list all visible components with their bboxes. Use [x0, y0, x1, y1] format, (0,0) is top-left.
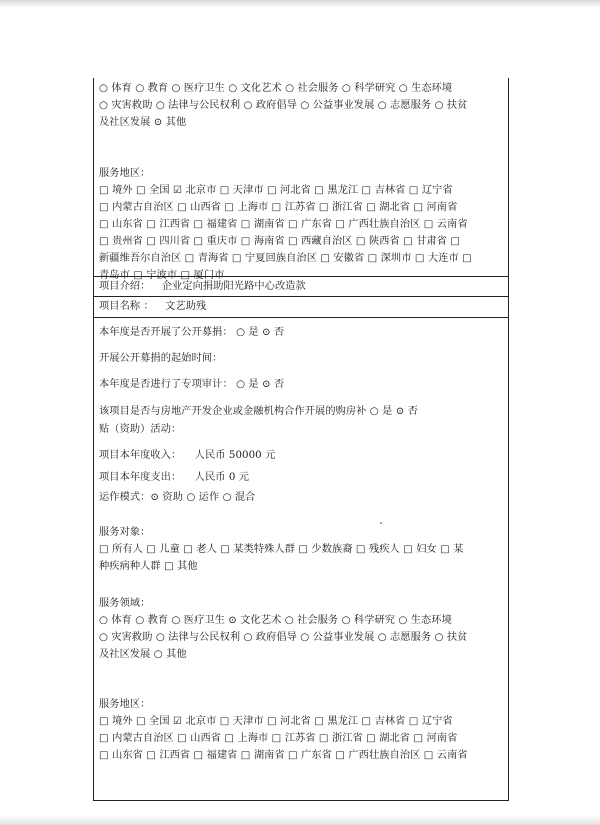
service-target-line-1: □ 所有人 □ 儿童 □ 老人 □ 某类特殊人群 □ 少数族裔 □ 残疾人 □ 妇女 □ 某 [99, 544, 464, 555]
service-field-line-3: 及社区发展 ○ 其他 [99, 649, 187, 660]
service-region-line-3: □ 山东省 □ 江西省 □ 福建省 □ 湖南省 □ 广东省 □ 广西壮族自治区 □ 云南省 [99, 750, 468, 761]
service-target-line-2: 种疾病种人群 □ 其他 [99, 561, 198, 572]
service-region-line-4: □ 贵州省 □ 四川省 □ 重庆市 □ 海南省 □ 西藏自治区 □ 陕西省 □ 甘肃省 □ [99, 236, 461, 247]
scan-edge-bottom [0, 815, 600, 825]
service-region-line-6: 青岛市 □ 宁波市 □ 厦门市 [99, 270, 225, 281]
service-region-label: 服务地区： [99, 699, 151, 710]
service-field-line-1: ○ 体育 ○ 教育 ○ 医疗卫生 ○ 文化艺术 ○ 社会服务 ○ 科学研究 ○ 生态环境 [99, 83, 453, 94]
service-field-line-2: ○ 灾害救助 ○ 法律与公民权利 ○ 政府倡导 ○ 公益事业发展 ○ 志愿服务 ○ 扶贫 [99, 100, 468, 111]
service-region-line-2: □ 内蒙古自治区 □ 山西省 □ 上海市 □ 江苏省 □ 浙江省 □ 湖北省 □ 河南省 [99, 733, 458, 744]
scan-speck [380, 522, 382, 524]
service-region-line-1: □ 境外 □ 全国 ☑ 北京市 □ 天津市 □ 河北省 □ 黑龙江 □ 吉林省 □ 辽宁省 [99, 716, 453, 727]
scan-edge-top [0, 0, 600, 8]
operation-mode-row: 运作模式：⊙ 资助 ○ 运作 ○ 混合 [99, 492, 256, 503]
public-fundraising-question: 本年度是否开展了公开募捐： ○ 是 ⊙ 否 [99, 327, 285, 338]
service-region-label: 服务地区： [99, 168, 151, 179]
service-field-line-3: 及社区发展 ⊙ 其他 [99, 117, 187, 128]
row-divider [94, 296, 508, 297]
service-region-line-1: □ 境外 □ 全国 ☑ 北京市 □ 天津市 □ 河北省 □ 黑龙江 □ 吉林省 □ 辽宁省 [99, 185, 453, 196]
project-intro-label: 项目介绍： [99, 281, 151, 292]
income-value: 人民币 50000 元 [194, 450, 276, 461]
service-field-label: 服务领域： [99, 598, 151, 609]
special-audit-question: 本年度是否进行了专项审计： ○ 是 ⊙ 否 [99, 379, 285, 390]
service-target-label: 服务对象： [99, 527, 151, 538]
housing-subsidy-question-line-2: 贴（资助）活动： [99, 424, 182, 435]
income-label: 项目本年度收入： [99, 450, 182, 461]
row-divider [94, 317, 508, 318]
project-name-label: 项目名称 ： [99, 301, 154, 312]
expense-label: 项目本年度支出： [99, 472, 182, 483]
expense-row [99, 469, 504, 486]
project-name-value: 文艺助残 [165, 301, 207, 312]
project-intro-value: 企业定向捐助阳光路中心改造款 [161, 281, 306, 292]
service-field-line-1: ○ 体育 ○ 教育 ○ 医疗卫生 ⊙ 文化艺术 ○ 社会服务 ○ 科学研究 ○ 生态环境 [99, 615, 452, 626]
project-intro-row [99, 278, 504, 295]
row-divider [94, 276, 508, 277]
service-region-line-3: □ 山东省 □ 江西省 □ 福建省 □ 湖南省 □ 广东省 □ 广西壮族自治区 □ 云南省 [99, 219, 468, 230]
service-region-line-2: □ 内蒙古自治区 □ 山西省 □ 上海市 □ 江苏省 □ 浙江省 □ 湖北省 □ 河南省 [99, 202, 458, 213]
service-field-line-2: ○ 灾害救助 ○ 法律与公民权利 ○ 政府倡导 ○ 公益事业发展 ○ 志愿服务 ○ 扶贫 [99, 632, 468, 643]
service-region-line-5: 新疆维吾尔自治区 □ 青海省 □ 宁夏回族自治区 □ 安徽省 □ 深圳市 □ 大连市 □ [99, 253, 472, 264]
expense-value: 人民币 0 元 [194, 472, 250, 483]
project-name-row [99, 298, 504, 315]
fundraising-start-label: 开展公开募捐的起始时间： [99, 353, 223, 364]
form-table [93, 78, 509, 801]
housing-subsidy-question-line-1: 该项目是否与房地产开发企业或金融机构合作开展的购房补 ○ 是 ⊙ 否 [99, 406, 419, 417]
income-row [99, 447, 504, 464]
